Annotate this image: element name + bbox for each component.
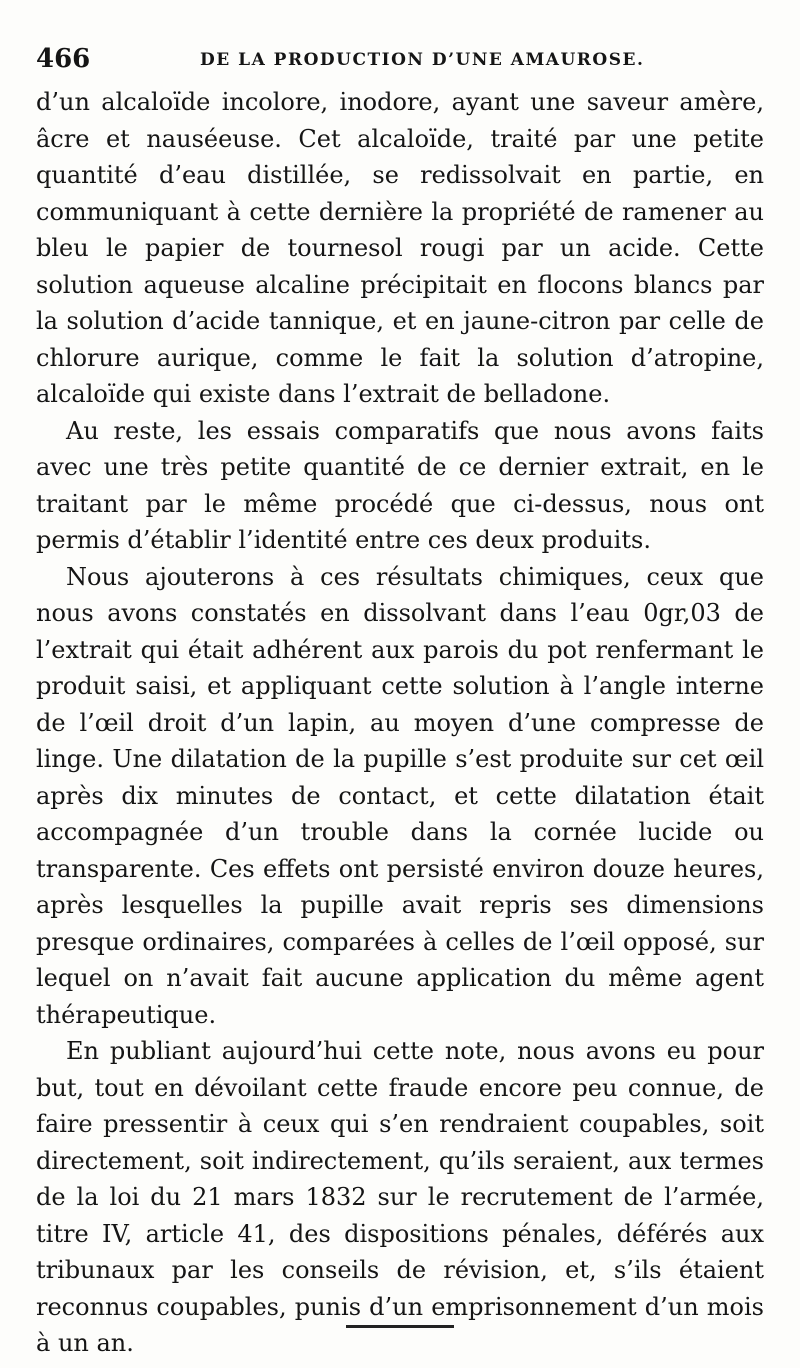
running-title: DE LA PRODUCTION D’UNE AMAUROSE.: [200, 50, 645, 70]
paragraph-4: En publiant aujourd’hui cette note, nous avons eu pour but, tout en dévoilant cette fraude encore peu connue, de faire pressentir à ceux qui s’en rendraient coupables, soit directement, soit indirectement, qu’ils seraient, aux termes de la loi du 21 mars 1832 sur le recrutement de l’armée, titre IV, article 41, des dispositions pénales, déférés aux tribunaux par les conseils de révision, et, s’ils étaient reconnus coupables, punis d’un emprisonnement d’un mois à un an.: [36, 1037, 764, 1357]
page-number: 466: [36, 44, 91, 74]
paragraph-3: Nous ajouterons à ces résultats chimiques, ceux que nous avons constatés en dissolvant dans l’eau 0gr,03 de l’extrait qui était adhérent aux parois du pot renfermant le produit saisi, et appliquant cette solution à l’angle interne de l’œil droit d’un lapin, au moyen d’une compresse de linge. Une dilatation de la pupille s’est produite sur cet œil après dix minutes de contact, et cette dilatation était accompagnée d’un trouble dans la cornée lucide ou transparente. Ces effets ont persisté environ douze heures, après lesquelles la pupille avait repris ses dimensions presque ordinaires, comparées à celles de l’œil opposé, sur lequel on n’avait fait aucune application du même agent thérapeutique.: [36, 562, 764, 1029]
page-body: [36, 84, 764, 1362]
paragraph-1: d’un alcaloïde incolore, inodore, ayant une saveur amère, âcre et nauséeuse. Cet alcaloïde, traité par une petite quantité d’eau distillée, se redissolvait en partie, en communiquant à cette dernière la propriété de ramener au bleu le papier de tournesol rougi par un acide. Cette solution aqueuse alcaline précipitait en flocons blancs par la solution d’acide tannique, et en jaune-citron par celle de chlorure aurique, comme le fait la solution d’atropine, alcaloïde qui existe dans l’extrait de belladone.: [36, 88, 764, 408]
paragraph-2: Au reste, les essais comparatifs que nous avons faits avec une très petite quantité de ce dernier extrait, en le traitant par le même procédé que ci-dessus, nous ont permis d’établir l’identité entre ces deux produits.: [36, 416, 764, 554]
closing-rule: [346, 1325, 454, 1328]
page-header: [36, 44, 776, 84]
